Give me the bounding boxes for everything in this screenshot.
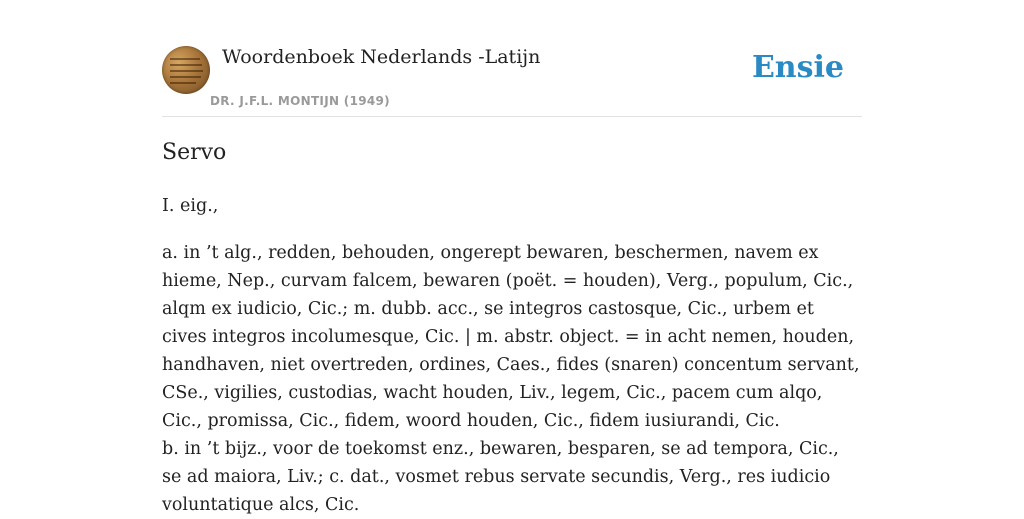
latin-inscription-coin-icon[interactable] bbox=[162, 46, 210, 94]
page bbox=[162, 0, 862, 515]
book-author: DR. J.F.L. MONTIJN (1949) bbox=[210, 94, 390, 108]
header bbox=[162, 46, 862, 117]
entry-paragraph: I. eig., bbox=[162, 196, 219, 216]
entry-title: Servo bbox=[162, 140, 227, 165]
entry-content bbox=[162, 192, 862, 519]
brand-logo[interactable]: Ensie bbox=[751, 50, 844, 85]
entry-paragraph: b. in ’t bijz., voor de toekomst enz., bewaren, besparen, se ad tempora, Cic., se ad maiora, Liv.; c. dat., vosmet rebus servate secundis, Verg., res iudicio voluntatique alcs, Cic. bbox=[162, 439, 839, 515]
book-title[interactable]: Woordenboek Nederlands -Latijn bbox=[222, 46, 541, 68]
entry-paragraph: a. in ’t alg., redden, behouden, ongerept bewaren, beschermen, navem ex hieme, Nep., curvam falcem, bewaren (poët. = houden), Verg., populum, Cic., alqm ex iudicio, Cic.; m. dubb. acc., se integros castosque, Cic., urbem et cives integros incolumesque, Cic. | m. abstr. object. = in acht nemen, houden, handhaven, niet overtreden, ordines, Caes., fides (snaren) concentum servant, CSe., vigilies, custodias, wacht houden, Liv., legem, Cic., pacem cum alqo, Cic., promissa, Cic., fidem, woord houden, Cic., fidem iusiurandi, Cic. bbox=[162, 243, 860, 431]
